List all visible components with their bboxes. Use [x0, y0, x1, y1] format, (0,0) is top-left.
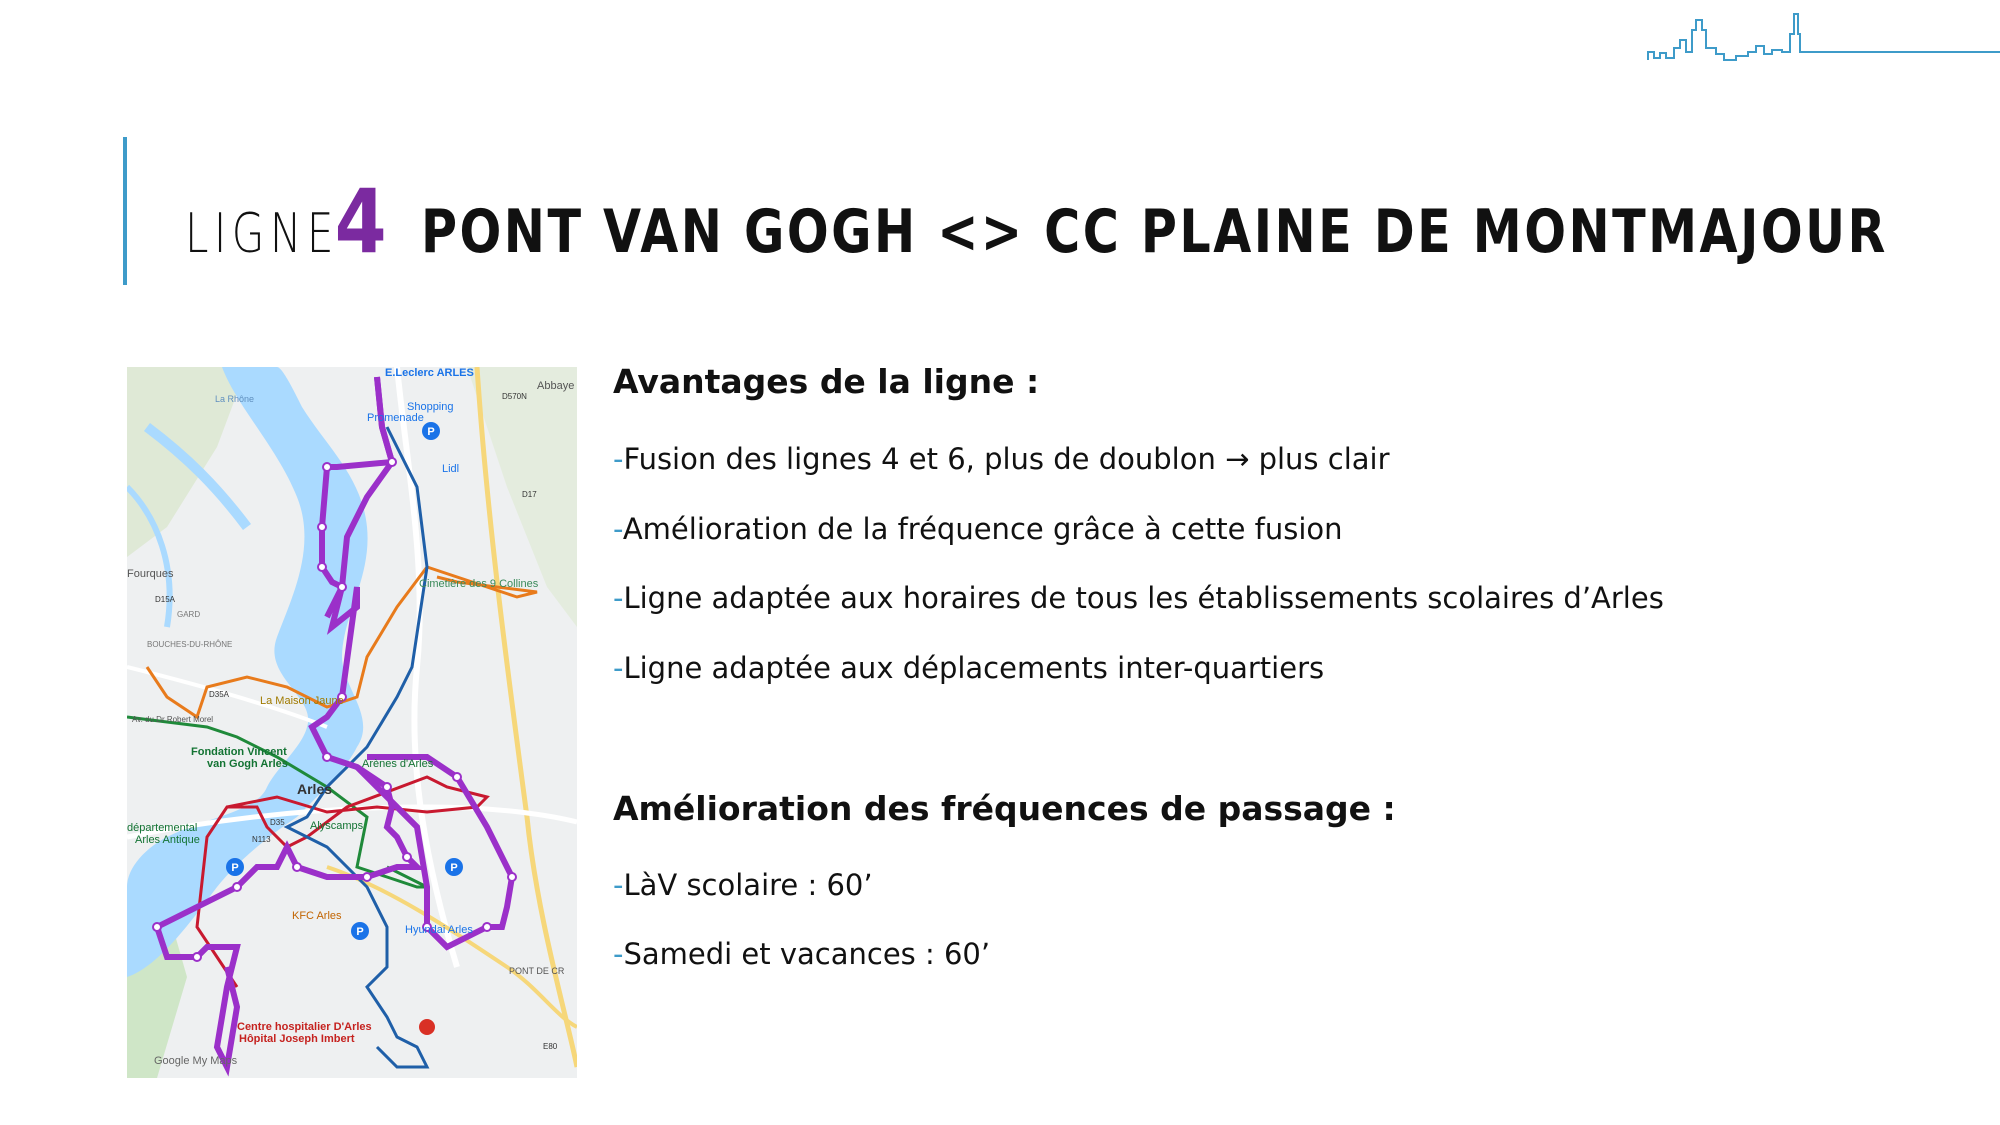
list-item	[613, 581, 1664, 615]
map-label-road-d17: D17	[522, 490, 537, 499]
page-title	[185, 170, 2000, 273]
route-map	[127, 367, 577, 1078]
bullet-dash: -	[613, 442, 624, 476]
svg-text:P: P	[356, 926, 364, 938]
map-label-road-d35a: D35A	[209, 690, 230, 699]
list-item	[613, 442, 1390, 476]
map-label-promenade: Promenade	[367, 412, 424, 424]
map-label-arenes: Arènes d'Arles	[362, 758, 434, 770]
map-label-google: Google My Maps	[154, 1055, 238, 1067]
bullet-dash: -	[613, 868, 624, 902]
svg-text:P: P	[427, 426, 435, 438]
title-accent-bar	[123, 137, 127, 285]
bullet-dash: -	[613, 581, 624, 615]
map-label-pont: PONT DE CR	[509, 966, 565, 976]
map-label-arles: Arles	[297, 781, 333, 797]
map-label-musee-1: départemental	[127, 822, 198, 834]
map-label-lidl: Lidl	[442, 463, 460, 475]
list-item-text: Fusion des lignes 4 et 6, plus de doublon → plus clair	[623, 442, 1390, 476]
map-label-gard: GARD	[177, 610, 201, 619]
map-label-bouches: BOUCHES-DU-RHÔNE	[147, 640, 233, 649]
list-item	[613, 937, 990, 971]
frequency-heading: Amélioration des fréquences de passage :	[613, 789, 1396, 828]
map-label-av: Av. du Dr Robert Morel	[132, 715, 214, 724]
skyline-logo	[1640, 8, 2000, 68]
map-label-shopping: Shopping	[407, 401, 454, 413]
advantages-heading: Avantages de la ligne :	[613, 362, 1040, 401]
list-item-text: Amélioration de la fréquence grâce à cette fusion	[622, 512, 1343, 546]
map-label-cimetiere: Cimetière des 9 Collines	[419, 578, 539, 590]
list-item	[613, 868, 873, 902]
map-label-abbaye: Abbaye	[537, 380, 575, 392]
title-prefix: LIGNE	[185, 202, 339, 265]
list-item-text: Ligne adaptée aux horaires de tous les établissements scolaires d’Arles	[623, 581, 1664, 615]
svg-text:P: P	[450, 862, 458, 874]
map-label-alyscamps: Alyscamps	[310, 820, 364, 832]
map-label-kfc: KFC Arles	[292, 910, 342, 922]
map-label-fourques: Fourques	[127, 568, 174, 580]
list-item-text: LàV scolaire : 60’	[623, 868, 873, 902]
map-label-road-d15a: D15A	[155, 595, 176, 604]
map-label-rhone: La Rhône	[215, 394, 255, 404]
map-label-fondation-1: Fondation Vincent	[191, 746, 287, 758]
map-label-road-n113: N113	[252, 835, 271, 844]
map-label-hopital-1: Centre hospitalier D'Arles	[237, 1021, 372, 1033]
map-label-leclerc: E.Leclerc ARLES	[385, 367, 474, 379]
map-label-maison-jaune: La Maison Jaune	[260, 695, 344, 707]
list-item	[613, 651, 1324, 685]
bullet-dash: -	[613, 651, 624, 685]
map-label-fondation-2: van Gogh Arles	[207, 758, 288, 770]
map-label-road-d35: D35	[270, 818, 285, 827]
route-name: PONT VAN GOGH <> CC PLAINE DE MONTMAJOUR	[421, 197, 1889, 267]
bullet-dash: -	[613, 512, 623, 546]
map-label-road-d570n: D570N	[502, 392, 527, 401]
svg-text:P: P	[231, 862, 239, 874]
list-item-text: Ligne adaptée aux déplacements inter-quartiers	[623, 651, 1325, 685]
map-label-hopital-2: Hôpital Joseph Imbert	[239, 1033, 355, 1045]
line-number: 4	[334, 170, 387, 273]
list-item-text: Samedi et vacances : 60’	[623, 937, 991, 971]
map-label-road-e80: E80	[543, 1042, 558, 1051]
map-label-musee-2: Arles Antique	[135, 834, 200, 846]
map-label-hyundai: Hyundai Arles	[405, 924, 473, 936]
bullet-dash: -	[613, 937, 624, 971]
list-item	[613, 512, 1343, 546]
